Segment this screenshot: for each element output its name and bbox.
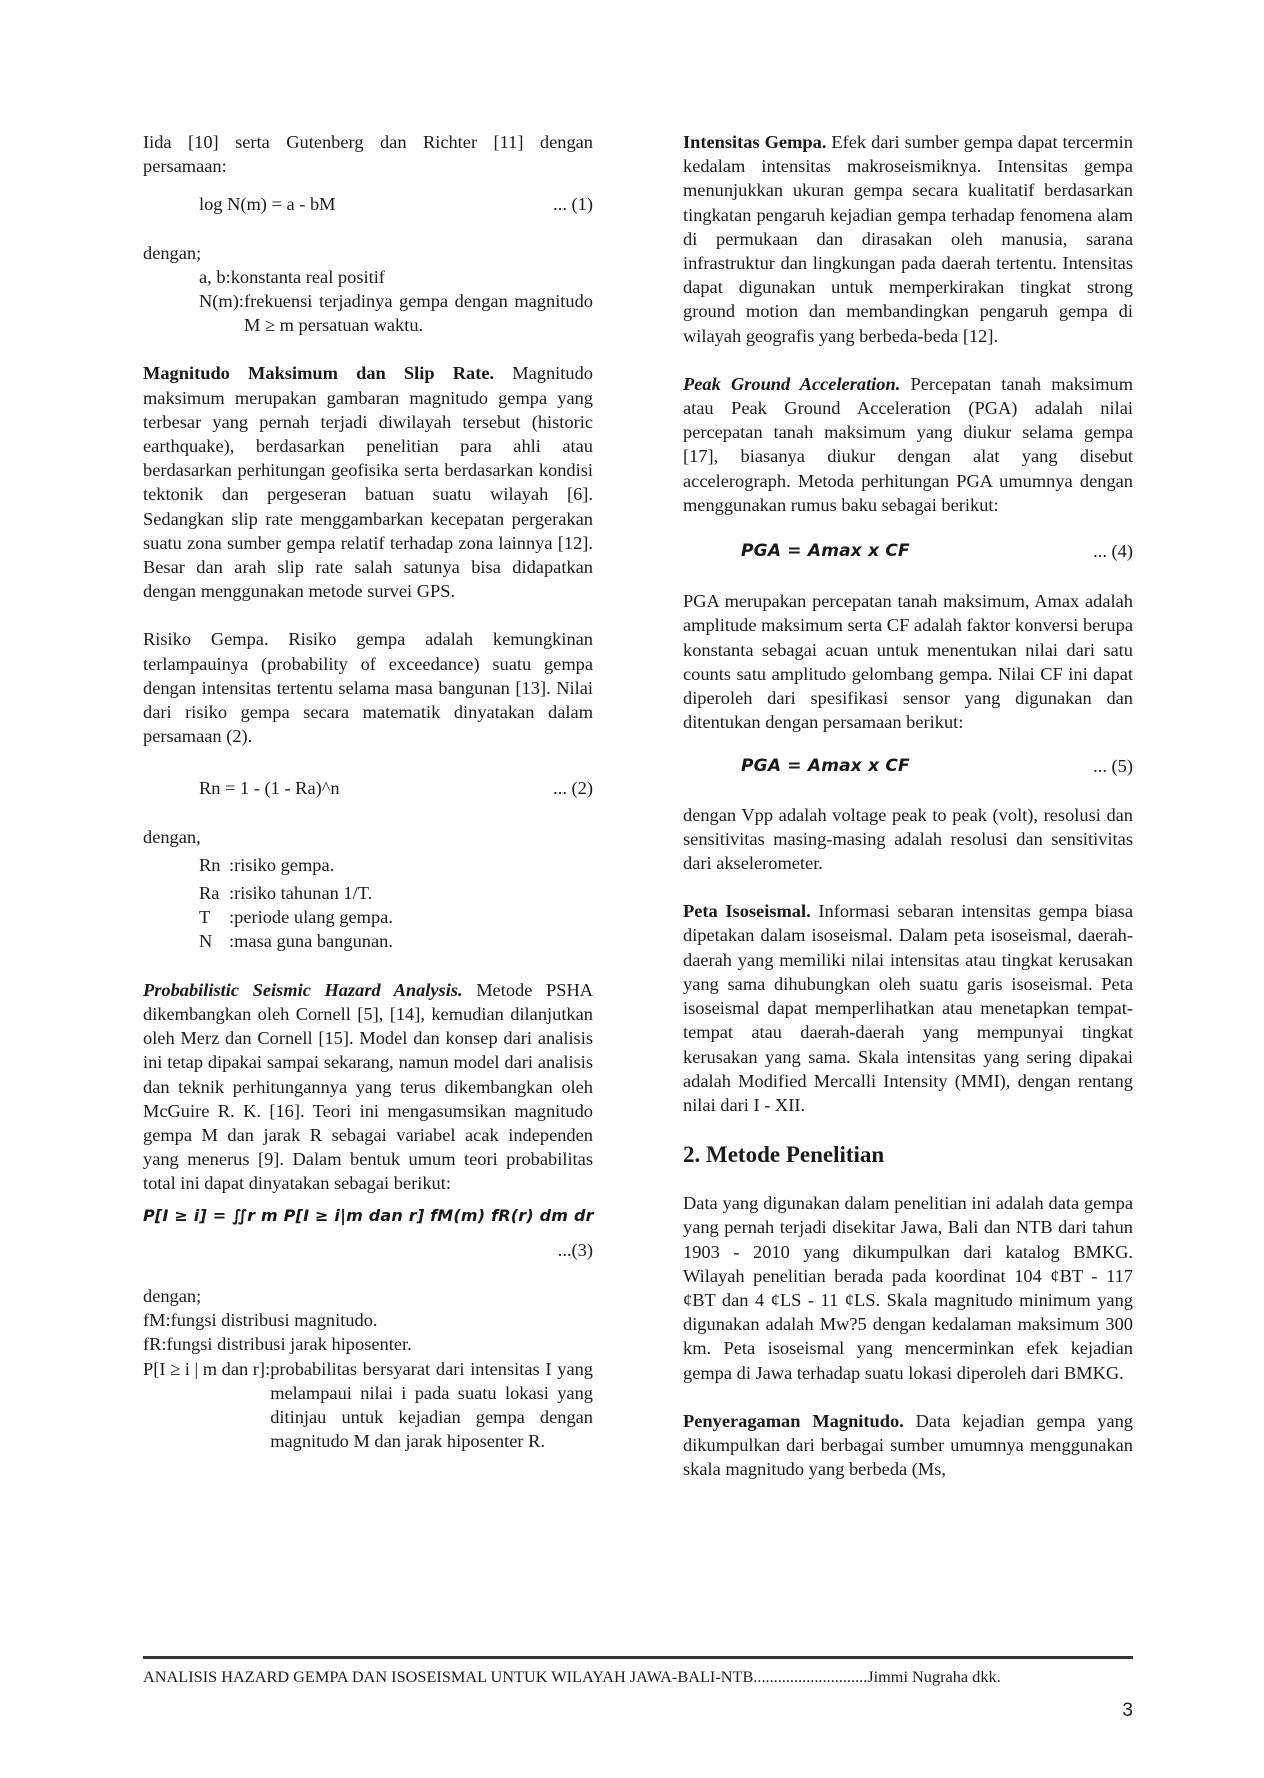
- definition-item: [199, 265, 593, 289]
- equation-4: [683, 539, 1133, 563]
- intensity-title: Intensitas Gempa.: [683, 132, 827, 152]
- definition-term: Ra: [199, 883, 220, 904]
- equation-3-number: ...(3): [557, 1239, 593, 1260]
- definition-separator: :: [161, 1334, 167, 1355]
- equation-5: [683, 754, 1133, 778]
- definition-term: N(m): [199, 291, 239, 312]
- definition-desc: fungsi distribusi magnitudo.: [170, 1310, 378, 1331]
- equation-3-text: P[I ≥ i] = ∬r m P[I ≥ i|m dan r] fM(m) fR(r) dm dr: [143, 1205, 594, 1225]
- definition-term: T: [199, 907, 211, 928]
- definition-item: [143, 1308, 593, 1332]
- definition-desc: risiko gempa.: [234, 854, 335, 875]
- definition-term: P[I ≥ i | m dan r]: [143, 1358, 266, 1379]
- definition-item: [199, 905, 593, 929]
- definition-separator: :: [229, 907, 235, 928]
- definition-separator: :: [265, 1358, 271, 1379]
- magnitude-uniformity-title: Penyeragaman Magnitudo.: [683, 1410, 904, 1431]
- dengan-label-3: dengan;: [143, 1285, 202, 1306]
- definition-item: [199, 881, 593, 905]
- pga-body: Percepatan tanah maksimum atau Peak Ground Acceleration (PGA) adalah nilai percepatan tanah maksimum yang diukur selama gempa [17], biasanya diukur dengan alat yang disebut accelerograph. Metoda perhitungan PGA umumnya dengan menggunakan rumus baku sebagai berikut:: [683, 373, 1133, 515]
- definition-desc: konstanta real positif: [230, 266, 385, 287]
- definition-item: [199, 929, 593, 953]
- definition-list-1: [143, 265, 593, 338]
- intro-paragraph: Iida [10] serta Gutenberg dan Richter [11] dengan persamaan:: [143, 132, 593, 177]
- psha-title: Probabilistic Seismic Hazard Analysis.: [143, 979, 463, 1000]
- pga-paragraph: [683, 372, 1133, 517]
- magnitude-body: Magnitudo maksimum merupakan gambaran magnitudo gempa yang terbesar yang pernah terjadi diwilayah tersebut (historic earthquake), berdasarkan penelitian para ahli atau berdasarkan perhitungan geofisika serta berdasarkan kondisi tektonik dan pergeseran batuan suatu wilayah [6]. Sedangkan slip rate menggambarkan kecepatan pergerakan suatu zona sumber gempa relatif terhadap zona lainnya [12]. Besar dan arah slip rate salah satunya bisa didapatkan dengan menggunakan metode survei GPS.: [143, 363, 593, 602]
- intensity-body: Efek dari sumber gempa dapat tercermin kedalam intensitas makroseismiknya. Intensitas gempa menunjukkan ukuran gempa secara kualitatif berdasarkan tingkatan pengaruh kejadian gempa terhadap fenomena alam di permukaan dan dirasakan oleh manusia, sarana infrastruktur dan lingkungan pada daerah tertentu. Intensitas dapat digunakan untuk memperkirakan tingkat strong ground motion dan membandingkan pengaruh gempa di wilayah geografis yang berbeda-beda [12].: [683, 132, 1133, 346]
- definition-separator: :: [165, 1310, 171, 1331]
- pga-title: Peak Ground Acceleration.: [683, 373, 901, 394]
- dengan-label-1: dengan;: [143, 242, 202, 263]
- page-number: 3: [1122, 1700, 1133, 1721]
- definition-separator: :: [238, 291, 244, 312]
- definition-desc: periode ulang gempa.: [234, 907, 393, 928]
- definition-separator: :: [225, 266, 231, 287]
- definition-item: [143, 1357, 593, 1454]
- equation-2-number: ... (2): [553, 778, 593, 799]
- definition-item: [143, 1332, 593, 1356]
- footer-rule: [143, 1656, 1133, 1659]
- definition-item: [199, 289, 593, 337]
- equation-1-number: ... (1): [553, 194, 593, 215]
- definition-term: N: [199, 931, 213, 952]
- definition-desc: probabilitas bersyarat dari intensitas I yang melampaui nilai i pada suatu lokasi yang ditinjau untuk kejadian gempa dengan magnitudo M dan jarak hiposenter R.: [270, 1358, 593, 1452]
- definition-separator: :: [229, 854, 235, 875]
- data-paragraph: Data yang digunakan dalam penelitian ini adalah data gempa yang pernah terjadi disekitar Jawa, Bali dan NTB dari tahun 1903 - 2010 yang dikumpulkan dari katalog BMKG. Wilayah penelitian berada pada koordinat 104 ¢BT - 117 ¢BT dan 4 ¢LS - 11 ¢LS. Skala magnitudo minimum yang digunakan adalah Mw?5 dengan kedalaman maksimum 300 km. Peta isoseismal yang mencerminkan efek kejadian gempa di Jawa terhadap suatu lokasi diperoleh dari BMKG.: [683, 1193, 1133, 1383]
- definition-term: Rn: [199, 854, 221, 875]
- definition-desc: risiko tahunan 1/T.: [234, 883, 373, 904]
- left-column: [143, 130, 593, 1453]
- definition-list-3: [143, 1308, 593, 1453]
- equation-4-number: ... (4): [1093, 541, 1133, 562]
- isoseismal-body: Informasi sebaran intensitas gempa biasa dipetakan dalam isoseismal. Dalam peta isoseismal, daerah-daerah yang memiliki nilai intensitas atau tingkat kerusakan yang sama dihubungkan oleh suatu garis isoseismal. Peta isoseismal dapat memperlihatkan atau menetapkan tempat-tempat atau daerah-daerah yang mempunyai tingkat kerusakan yang sama. Skala intensitas yang sering dipakai adalah Modified Mercalli Intensity (MMI), dengan rentang nilai dari I - XII.: [683, 901, 1133, 1115]
- psha-paragraph: [143, 978, 593, 1196]
- magnitude-uniformity-paragraph: [683, 1409, 1133, 1482]
- equation-2: [143, 776, 593, 800]
- section-heading: 2. Metode Penelitian: [683, 1142, 885, 1168]
- definition-item: [199, 853, 593, 877]
- equation-4-text: PGA = Amax x CF: [741, 541, 910, 562]
- magnitude-uniformity-body: Data kejadian gempa yang dikumpulkan dari berbagai sumber umumnya menggunakan skala magnitudo yang berbeda (Ms,: [683, 1410, 1133, 1480]
- definition-term: a, b: [199, 266, 226, 287]
- risk-paragraph: Risiko Gempa. Risiko gempa adalah kemungkinan terlampauinya (probability of exceedance) suatu gempa dengan intensitas tertentu selama masa bangunan [13]. Nilai dari risiko gempa secara matematik dinyatakan dalam persamaan (2).: [143, 629, 593, 747]
- right-column: [683, 130, 1133, 1481]
- equation-2-text: Rn = 1 - (1 - Ra)^n: [199, 778, 340, 799]
- definition-separator: :: [229, 931, 235, 952]
- equation-1-text: log N(m) = a - bM: [199, 194, 336, 215]
- equation-1: [143, 192, 593, 216]
- isoseismal-paragraph: [683, 899, 1133, 1117]
- psha-body: Metode PSHA dikembangkan oleh Cornell [5], [14], kemudian dilanjutkan oleh Merz dan Cornell [15]. Model dan konsep dari analisis ini tetap dipakai sampai sekarang, namun model dari analisis dan teknik perhitungannya yang terus dikembangkan oleh McGuire R. K. [16]. Teori ini mengasumsikan magnitudo gempa M dan jarak R sebagai variabel acak independen yang menerus [9]. Dalam bentuk umum teori probabilitas total ini dapat dinyatakan sebagai berikut:: [143, 979, 593, 1194]
- definition-separator: :: [229, 883, 235, 904]
- equation-5-text: PGA = Amax x CF: [741, 756, 910, 777]
- definition-desc: frekuensi terjadinya gempa dengan magnitudo M ≥ m persatuan waktu.: [243, 291, 593, 336]
- definition-list-2: [143, 853, 593, 954]
- intensity-paragraph: [683, 130, 1133, 348]
- magnitude-title: Magnitudo Maksimum dan Slip Rate.: [143, 363, 495, 384]
- definition-desc: fungsi distribusi jarak hiposenter.: [166, 1334, 412, 1355]
- vpp-paragraph: dengan Vpp adalah voltage peak to peak (volt), resolusi dan sensitivitas masing-masing adalah resolusi dan sensitivitas dari akselerometer.: [683, 804, 1133, 874]
- magnitude-paragraph: [143, 361, 593, 603]
- running-footer: ANALISIS HAZARD GEMPA DAN ISOSEISMAL UNTUK WILAYAH JAWA-BALI-NTB............................Jimmi Nugraha dkk.: [143, 1667, 1001, 1686]
- definition-term: fM: [143, 1310, 166, 1331]
- equation-5-number: ... (5): [1093, 756, 1133, 777]
- definition-desc: masa guna bangunan.: [234, 931, 393, 952]
- isoseismal-title: Peta Isoseismal.: [683, 901, 811, 922]
- definition-term: fR: [143, 1334, 162, 1355]
- dengan-label-2: dengan,: [143, 826, 201, 847]
- pga-definition-paragraph: PGA merupakan percepatan tanah maksimum, Amax adalah amplitude maksimum serta CF adalah faktor konversi berupa konstanta sebagai acuan untuk menentukan nilai dari satu counts satu amplitudo gelombang gempa. Nilai CF ini dapat diperoleh dari spesifikasi sensor yang digunakan dan ditentukan dengan persamaan berikut:: [683, 591, 1133, 733]
